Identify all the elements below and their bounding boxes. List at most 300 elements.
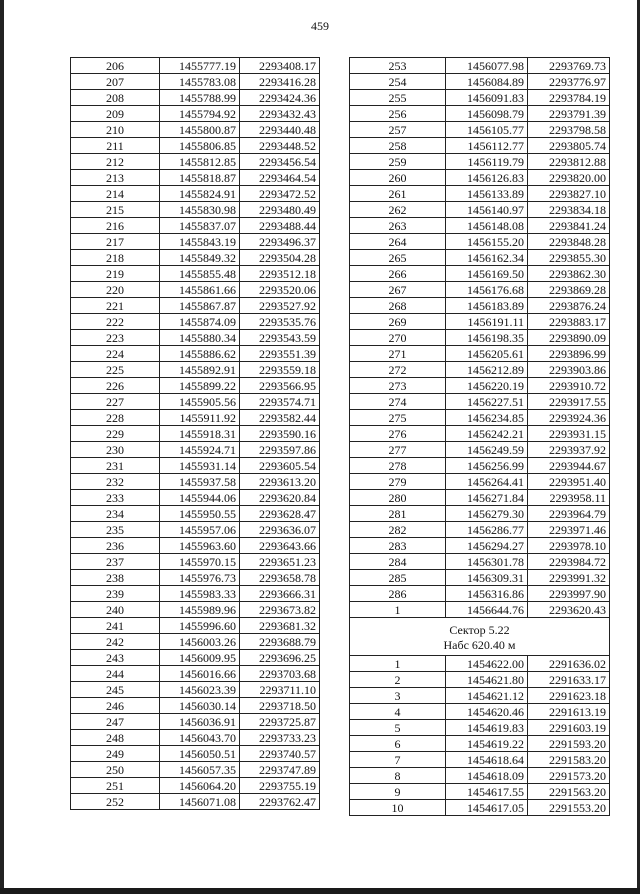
coord-y: 2293613.20 — [240, 474, 320, 490]
coord-y: 2293964.79 — [528, 506, 610, 522]
point-number: 229 — [71, 426, 160, 442]
coord-x: 1455937.58 — [160, 474, 240, 490]
coord-y: 2293848.28 — [528, 234, 610, 250]
point-number: 7 — [350, 752, 446, 768]
coord-x: 1456016.66 — [160, 666, 240, 682]
table-row — [350, 410, 610, 426]
coord-y: 2293805.74 — [528, 138, 610, 154]
point-number: 243 — [71, 650, 160, 666]
coord-y: 2293416.28 — [240, 74, 320, 90]
coord-y: 2293496.37 — [240, 234, 320, 250]
coord-y: 2293841.24 — [528, 218, 610, 234]
table-row — [350, 736, 610, 752]
point-number: 283 — [350, 538, 446, 554]
coord-y: 2293559.18 — [240, 362, 320, 378]
point-number: 10 — [350, 800, 446, 816]
point-number: 286 — [350, 586, 446, 602]
coord-y: 2293903.86 — [528, 362, 610, 378]
point-number: 4 — [350, 704, 446, 720]
coord-y: 2293984.72 — [528, 554, 610, 570]
coord-x: 1456162.34 — [446, 250, 528, 266]
coord-y: 2293978.10 — [528, 538, 610, 554]
coord-y: 2291563.20 — [528, 784, 610, 800]
table-row — [71, 106, 320, 122]
coord-x: 1455886.62 — [160, 346, 240, 362]
point-number: 238 — [71, 570, 160, 586]
coord-y: 2293440.48 — [240, 122, 320, 138]
coordinates-table-right — [349, 57, 610, 816]
point-number: 266 — [350, 266, 446, 282]
point-number: 242 — [71, 634, 160, 650]
point-number: 245 — [71, 682, 160, 698]
coord-x: 1455983.33 — [160, 586, 240, 602]
point-number: 257 — [350, 122, 446, 138]
coord-y: 2293883.17 — [528, 314, 610, 330]
coord-x: 1456227.51 — [446, 394, 528, 410]
point-number: 234 — [71, 506, 160, 522]
table-row — [71, 250, 320, 266]
point-number: 255 — [350, 90, 446, 106]
point-number: 248 — [71, 730, 160, 746]
coord-y: 2291583.20 — [528, 752, 610, 768]
table-row — [71, 58, 320, 74]
coord-y: 2293512.18 — [240, 266, 320, 282]
point-number: 225 — [71, 362, 160, 378]
sector-header-row — [350, 618, 610, 656]
sector-subtitle: Набс 620.40 м — [443, 637, 516, 652]
table-row — [71, 90, 320, 106]
table-row — [350, 314, 610, 330]
coord-y: 2293971.46 — [528, 522, 610, 538]
point-number: 237 — [71, 554, 160, 570]
point-number: 209 — [71, 106, 160, 122]
table-row — [350, 688, 610, 704]
table-row — [71, 506, 320, 522]
table-row — [71, 714, 320, 730]
point-number: 274 — [350, 394, 446, 410]
table-row — [350, 768, 610, 784]
coord-y: 2293924.36 — [528, 410, 610, 426]
table-row — [71, 602, 320, 618]
coord-y: 2293574.71 — [240, 394, 320, 410]
coord-y: 2293725.87 — [240, 714, 320, 730]
table-row — [71, 586, 320, 602]
table-row — [71, 282, 320, 298]
table-row — [71, 394, 320, 410]
table-row — [350, 202, 610, 218]
scan-edge-bottom — [0, 888, 640, 894]
coord-x: 1455849.32 — [160, 250, 240, 266]
table-row — [71, 778, 320, 794]
point-number: 247 — [71, 714, 160, 730]
coord-x: 1456036.91 — [160, 714, 240, 730]
table-row — [350, 586, 610, 602]
coord-x: 1455976.73 — [160, 570, 240, 586]
coord-y: 2293543.59 — [240, 330, 320, 346]
coord-x: 1455899.22 — [160, 378, 240, 394]
point-number: 249 — [71, 746, 160, 762]
coord-y: 2291613.19 — [528, 704, 610, 720]
point-number: 215 — [71, 202, 160, 218]
table-row — [71, 666, 320, 682]
coord-y: 2293464.54 — [240, 170, 320, 186]
table-row — [350, 218, 610, 234]
point-number: 214 — [71, 186, 160, 202]
coord-y: 2291603.19 — [528, 720, 610, 736]
coord-x: 1454618.64 — [446, 752, 528, 768]
table-row — [71, 458, 320, 474]
table-row — [71, 618, 320, 634]
point-number: 253 — [350, 58, 446, 74]
coord-x: 1456309.31 — [446, 570, 528, 586]
coord-y: 2293590.16 — [240, 426, 320, 442]
point-number: 207 — [71, 74, 160, 90]
coord-y: 2293876.24 — [528, 298, 610, 314]
coord-y: 2293551.39 — [240, 346, 320, 362]
table-row — [350, 656, 610, 672]
table-row — [350, 602, 610, 618]
coord-y: 2293991.32 — [528, 570, 610, 586]
point-number: 2 — [350, 672, 446, 688]
point-number: 279 — [350, 474, 446, 490]
coord-y: 2293408.17 — [240, 58, 320, 74]
point-number: 230 — [71, 442, 160, 458]
point-number: 280 — [350, 490, 446, 506]
coord-x: 1456264.41 — [446, 474, 528, 490]
point-number: 210 — [71, 122, 160, 138]
point-number: 211 — [71, 138, 160, 154]
table-row — [71, 378, 320, 394]
point-number: 222 — [71, 314, 160, 330]
coord-y: 2293456.54 — [240, 154, 320, 170]
table-row — [71, 762, 320, 778]
table-row — [71, 186, 320, 202]
coord-x: 1456003.26 — [160, 634, 240, 650]
table-row — [71, 266, 320, 282]
point-number: 8 — [350, 768, 446, 784]
coord-y: 2293733.23 — [240, 730, 320, 746]
coord-y: 2291573.20 — [528, 768, 610, 784]
table-row — [350, 554, 610, 570]
table-row — [350, 522, 610, 538]
coord-y: 2293448.52 — [240, 138, 320, 154]
coord-y: 2293597.86 — [240, 442, 320, 458]
coord-x: 1454621.80 — [446, 672, 528, 688]
point-number: 227 — [71, 394, 160, 410]
coord-y: 2293862.30 — [528, 266, 610, 282]
coord-y: 2293791.39 — [528, 106, 610, 122]
point-number: 236 — [71, 538, 160, 554]
coord-y: 2293869.28 — [528, 282, 610, 298]
table-row — [350, 394, 610, 410]
point-number: 260 — [350, 170, 446, 186]
coord-x: 1456023.39 — [160, 682, 240, 698]
coord-y: 2291553.20 — [528, 800, 610, 816]
coord-x: 1455830.98 — [160, 202, 240, 218]
table-row — [350, 330, 610, 346]
point-number: 275 — [350, 410, 446, 426]
table-row — [71, 490, 320, 506]
point-number: 216 — [71, 218, 160, 234]
point-number: 272 — [350, 362, 446, 378]
coord-y: 2293937.92 — [528, 442, 610, 458]
coord-y: 2293651.23 — [240, 554, 320, 570]
coord-x: 1456183.89 — [446, 298, 528, 314]
coord-x: 1455970.15 — [160, 554, 240, 570]
point-number: 268 — [350, 298, 446, 314]
table-row — [350, 154, 610, 170]
point-number: 235 — [71, 522, 160, 538]
point-number: 267 — [350, 282, 446, 298]
coord-x: 1455843.19 — [160, 234, 240, 250]
coord-y: 2293480.49 — [240, 202, 320, 218]
coord-y: 2293620.84 — [240, 490, 320, 506]
coord-x: 1456119.79 — [446, 154, 528, 170]
table-row — [71, 746, 320, 762]
coord-x: 1455944.06 — [160, 490, 240, 506]
coord-x: 1456030.14 — [160, 698, 240, 714]
coord-y: 2293432.43 — [240, 106, 320, 122]
coord-x: 1455812.85 — [160, 154, 240, 170]
coord-x: 1455867.87 — [160, 298, 240, 314]
table-row — [71, 682, 320, 698]
coord-x: 1456234.85 — [446, 410, 528, 426]
table-row — [71, 538, 320, 554]
coord-x: 1456105.77 — [446, 122, 528, 138]
scan-edge-left — [0, 0, 4, 894]
coord-y: 2293504.28 — [240, 250, 320, 266]
coord-y: 2293855.30 — [528, 250, 610, 266]
coord-y: 2293958.11 — [528, 490, 610, 506]
coord-x: 1456155.20 — [446, 234, 528, 250]
table-row — [71, 442, 320, 458]
point-number: 3 — [350, 688, 446, 704]
table-row — [350, 672, 610, 688]
coord-x: 1454621.12 — [446, 688, 528, 704]
point-number: 231 — [71, 458, 160, 474]
coord-x: 1456140.97 — [446, 202, 528, 218]
coord-x: 1456286.77 — [446, 522, 528, 538]
table-row — [350, 474, 610, 490]
coord-y: 2293896.99 — [528, 346, 610, 362]
point-number: 9 — [350, 784, 446, 800]
coord-y: 2293681.32 — [240, 618, 320, 634]
coord-y: 2293658.78 — [240, 570, 320, 586]
table-row — [350, 378, 610, 394]
coord-x: 1455824.91 — [160, 186, 240, 202]
point-number: 233 — [71, 490, 160, 506]
point-number: 263 — [350, 218, 446, 234]
table-row — [350, 720, 610, 736]
point-number: 219 — [71, 266, 160, 282]
point-number: 246 — [71, 698, 160, 714]
coord-x: 1456249.59 — [446, 442, 528, 458]
coord-x: 1456043.70 — [160, 730, 240, 746]
table-row — [350, 346, 610, 362]
coord-x: 1455957.06 — [160, 522, 240, 538]
table-row — [71, 650, 320, 666]
table-row — [350, 122, 610, 138]
coord-x: 1455861.66 — [160, 282, 240, 298]
coord-x: 1456057.35 — [160, 762, 240, 778]
coord-x: 1456064.20 — [160, 778, 240, 794]
coord-y: 2293535.76 — [240, 314, 320, 330]
table-row — [71, 426, 320, 442]
point-number: 217 — [71, 234, 160, 250]
coord-x: 1456301.78 — [446, 554, 528, 570]
table-row — [350, 784, 610, 800]
table-row — [71, 314, 320, 330]
coord-x: 1455806.85 — [160, 138, 240, 154]
coord-y: 2293747.89 — [240, 762, 320, 778]
point-number: 259 — [350, 154, 446, 170]
point-number: 1 — [350, 656, 446, 672]
sector-title: Сектор 5.22 — [449, 622, 510, 637]
table-row — [350, 90, 610, 106]
coord-x: 1456256.99 — [446, 458, 528, 474]
table-row — [350, 186, 610, 202]
point-number: 270 — [350, 330, 446, 346]
coord-y: 2293776.97 — [528, 74, 610, 90]
table-row — [350, 704, 610, 720]
point-number: 1 — [350, 602, 446, 618]
table-row — [350, 362, 610, 378]
table-row — [350, 58, 610, 74]
point-number: 208 — [71, 90, 160, 106]
table-row — [71, 154, 320, 170]
point-number: 220 — [71, 282, 160, 298]
coord-y: 2293762.47 — [240, 794, 320, 810]
coord-y: 2293718.50 — [240, 698, 320, 714]
coord-x: 1455880.34 — [160, 330, 240, 346]
table-row — [350, 282, 610, 298]
table-row — [350, 538, 610, 554]
coord-x: 1456220.19 — [446, 378, 528, 394]
coord-x: 1456316.86 — [446, 586, 528, 602]
coord-y: 2293666.31 — [240, 586, 320, 602]
coord-x: 1456242.21 — [446, 426, 528, 442]
table-row — [71, 138, 320, 154]
point-number: 284 — [350, 554, 446, 570]
coord-x: 1456009.95 — [160, 650, 240, 666]
point-number: 226 — [71, 378, 160, 394]
coord-x: 1456279.30 — [446, 506, 528, 522]
coord-y: 2291633.17 — [528, 672, 610, 688]
coord-y: 2293820.00 — [528, 170, 610, 186]
coord-x: 1456294.27 — [446, 538, 528, 554]
coord-y: 2293582.44 — [240, 410, 320, 426]
point-number: 218 — [71, 250, 160, 266]
table-row — [71, 794, 320, 810]
table-row — [350, 570, 610, 586]
coord-y: 2291623.18 — [528, 688, 610, 704]
point-number: 254 — [350, 74, 446, 90]
table-row — [71, 298, 320, 314]
coord-x: 1456091.83 — [446, 90, 528, 106]
coord-x: 1456071.08 — [160, 794, 240, 810]
point-number: 277 — [350, 442, 446, 458]
coord-y: 2293834.18 — [528, 202, 610, 218]
table-row — [71, 170, 320, 186]
point-number: 244 — [71, 666, 160, 682]
point-number: 5 — [350, 720, 446, 736]
table-row — [350, 490, 610, 506]
coord-x: 1455855.48 — [160, 266, 240, 282]
coord-y: 2293997.90 — [528, 586, 610, 602]
table-row — [350, 250, 610, 266]
coord-x: 1454617.05 — [446, 800, 528, 816]
point-number: 6 — [350, 736, 446, 752]
coord-y: 2293931.15 — [528, 426, 610, 442]
table-row — [71, 346, 320, 362]
coord-x: 1455874.09 — [160, 314, 240, 330]
coord-x: 1455950.55 — [160, 506, 240, 522]
coord-x: 1456133.89 — [446, 186, 528, 202]
coord-y: 2293755.19 — [240, 778, 320, 794]
coord-x: 1455911.92 — [160, 410, 240, 426]
coord-y: 2293636.07 — [240, 522, 320, 538]
coord-y: 2293917.55 — [528, 394, 610, 410]
point-number: 269 — [350, 314, 446, 330]
coord-x: 1456644.76 — [446, 602, 528, 618]
coord-x: 1456198.35 — [446, 330, 528, 346]
coord-x: 1455777.19 — [160, 58, 240, 74]
coord-y: 2293910.72 — [528, 378, 610, 394]
point-number: 282 — [350, 522, 446, 538]
point-number: 256 — [350, 106, 446, 122]
coord-y: 2293527.92 — [240, 298, 320, 314]
table-row — [71, 74, 320, 90]
table-row — [71, 362, 320, 378]
point-number: 241 — [71, 618, 160, 634]
coord-x: 1455794.92 — [160, 106, 240, 122]
coordinates-table-left — [70, 57, 320, 810]
coord-x: 1455989.96 — [160, 602, 240, 618]
coord-y: 2293703.68 — [240, 666, 320, 682]
page-number: 459 — [311, 19, 329, 33]
point-number: 271 — [350, 346, 446, 362]
table-row — [71, 730, 320, 746]
coord-x: 1454617.55 — [446, 784, 528, 800]
coord-y: 2293628.47 — [240, 506, 320, 522]
coord-x: 1455837.07 — [160, 218, 240, 234]
table-row — [350, 800, 610, 816]
point-number: 258 — [350, 138, 446, 154]
coord-x: 1456205.61 — [446, 346, 528, 362]
table-row — [71, 410, 320, 426]
coord-x: 1454620.46 — [446, 704, 528, 720]
table-row — [350, 74, 610, 90]
table-row — [71, 570, 320, 586]
table-row — [71, 234, 320, 250]
point-number: 213 — [71, 170, 160, 186]
coord-x: 1454619.22 — [446, 736, 528, 752]
point-number: 239 — [71, 586, 160, 602]
point-number: 251 — [71, 778, 160, 794]
coord-y: 2293711.10 — [240, 682, 320, 698]
table-row — [350, 234, 610, 250]
table-row — [71, 554, 320, 570]
point-number: 276 — [350, 426, 446, 442]
point-number: 212 — [71, 154, 160, 170]
table-row — [71, 522, 320, 538]
coord-y: 2293769.73 — [528, 58, 610, 74]
point-number: 228 — [71, 410, 160, 426]
table-row — [350, 442, 610, 458]
coord-x: 1456191.11 — [446, 314, 528, 330]
coord-y: 2293673.82 — [240, 602, 320, 618]
point-number: 206 — [71, 58, 160, 74]
